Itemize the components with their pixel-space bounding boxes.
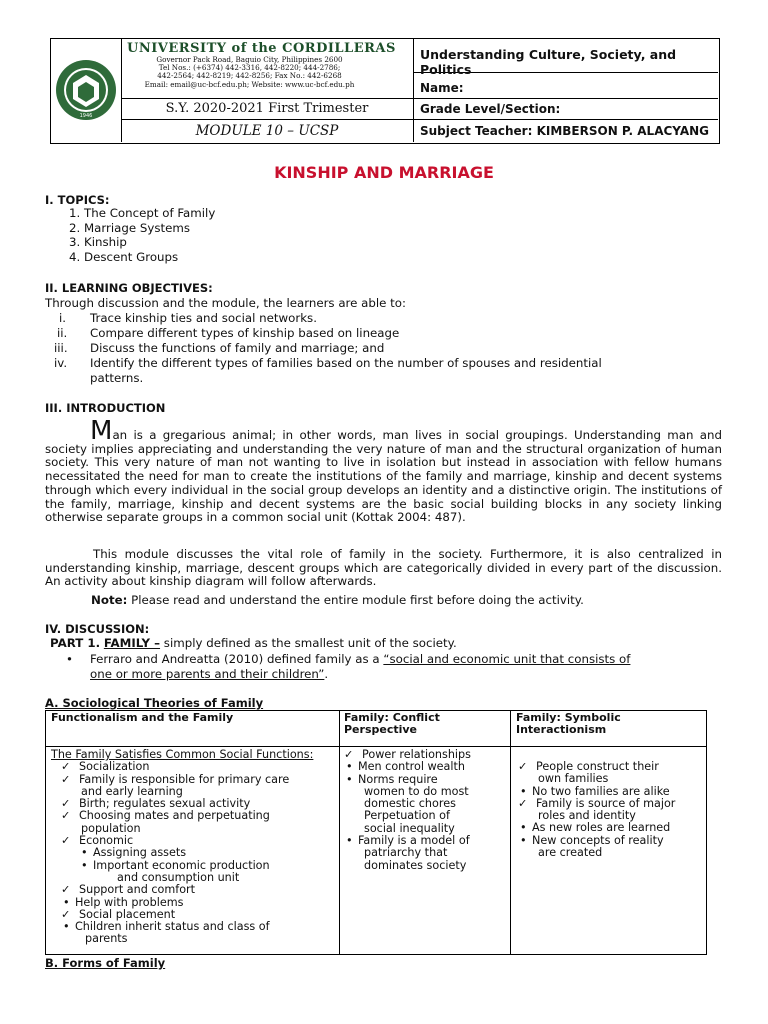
bullet-icon: • <box>346 834 353 848</box>
theories-heading: A. Sociological Theories of Family <box>45 696 264 710</box>
list-item: 2. Marriage Systems <box>69 220 191 235</box>
table-line: • Important economic production <box>81 858 270 872</box>
table-line: • Help with problems <box>63 895 184 909</box>
theories-table <box>45 710 707 955</box>
table-line: and early learning <box>81 784 183 798</box>
conflict-cell <box>344 749 504 872</box>
table-line: dominates society <box>364 858 467 872</box>
list-item: 3. Kinship <box>69 235 127 249</box>
university-block <box>121 39 414 99</box>
course-title: Understanding Culture, Society, and Politics <box>414 39 718 73</box>
table-line: ✓ Support and comfort <box>61 883 196 897</box>
check-icon: ✓ <box>518 760 528 773</box>
bullet-icon: • <box>63 895 70 909</box>
table-line: ✓ Power relationships <box>344 748 471 761</box>
bullet-icon: • <box>63 920 70 934</box>
list-item: 1. The Concept of Family <box>69 206 216 220</box>
table-line: and consumption unit <box>117 870 240 884</box>
address-line: Email: email@uc-bcf.edu.ph; Website: www.uc-bcf.edu.ph <box>144 79 355 89</box>
subject-teacher: Subject Teacher: KIMBERSON P. ALACYANG <box>420 124 710 138</box>
table-cell-intro: The Family Satisfies Common Social Functions: <box>51 748 314 761</box>
table-line: ✓ Socialization <box>61 760 150 774</box>
university-seal <box>51 39 122 142</box>
page-title: KINSHIP AND MARRIAGE <box>274 163 494 182</box>
list-item: iii. Discuss the functions of family and marriage; and <box>54 341 385 355</box>
check-icon: ✓ <box>518 796 528 810</box>
table-line: ✓ Social placement <box>61 907 176 921</box>
check-icon: ✓ <box>61 907 71 921</box>
table-line: • Children inherit status and class of <box>63 920 270 934</box>
table-line: ✓ Family is source of major <box>518 796 676 810</box>
objectives-heading: II. LEARNING OBJECTIVES: <box>45 281 213 295</box>
list-item: ii. Compare different types of kinship based on lineage <box>57 326 400 340</box>
table-header: Family: Conflict Perspective <box>344 711 440 736</box>
check-icon: ✓ <box>61 760 71 774</box>
table-line: are created <box>538 846 603 860</box>
list-item: iv. Identify the different types of families based on the number of spouses and residential <box>54 356 602 370</box>
school-year: S.Y. 2020-2021 First Trimester <box>121 99 414 120</box>
list-item: patterns. <box>90 371 144 385</box>
objectives-intro: Through discussion and the module, the learners are able to: <box>45 296 406 310</box>
table-header: Family: Symbolic Interactionism <box>516 711 621 736</box>
svg-text:1946: 1946 <box>79 113 93 119</box>
topics-heading: I. TOPICS: <box>45 193 110 207</box>
address-line: Governor Pack Road, Baguio City, Philippines 2600 <box>156 55 343 64</box>
check-icon: ✓ <box>61 797 71 811</box>
check-icon: ✓ <box>344 748 354 761</box>
forms-heading: B. Forms of Family <box>45 956 166 970</box>
table-line: ✓ Birth; regulates sexual activity <box>61 797 251 811</box>
table-line: parents <box>85 932 128 946</box>
table-line: • As new roles are learned <box>520 821 671 835</box>
header-table <box>50 38 720 144</box>
grade-level-field[interactable]: Grade Level/Section: <box>414 99 718 120</box>
table-line: own families <box>538 772 609 786</box>
bullet-icon: • <box>81 858 88 872</box>
bullet-icon: • <box>520 821 527 835</box>
symbolic-cell <box>516 761 706 859</box>
name-field[interactable]: Name: <box>414 73 718 99</box>
table-line: patriarchy that <box>364 846 448 860</box>
bullet-icon: • <box>520 833 527 847</box>
discussion-heading: IV. DISCUSSION: <box>45 622 150 636</box>
table-line: women to do most <box>364 784 469 798</box>
bullet-icon: • <box>346 772 353 786</box>
table-line: Perpetuation of <box>364 809 450 823</box>
table-line: • New concepts of reality <box>520 833 664 847</box>
table-line: • Family is a model of <box>346 834 470 848</box>
table-line: ✓ Choosing mates and perpetuating <box>61 809 270 823</box>
drop-cap: M <box>90 416 113 446</box>
family-definition: PART 1. FAMILY – simply defined as the smallest unit of the society. <box>50 636 457 650</box>
bullet-icon: • <box>346 760 353 774</box>
introduction-paragraph: Man is a gregarious animal; in other words, man lives in social groupings. Understanding man and society implies appreciating and understanding the very nature of man and the structural organization of human society. This very nature of man not wanting to live in isolation but instead in association with fellow humans necessitated the need for man to create the institutions of the family and marriage, kinship and decent systems through which every individual in the social group develops an identity and a distinctive origin. The institutions of the family, marriage, kinship and decent systems are the basic social building blocks in any society linking otherwise separate groups in a common social unit (Kottak 2004: 487). <box>45 416 722 525</box>
seal-icon <box>51 39 121 142</box>
address-line: Tel Nos.: (+6374) 442-3316, 442-8220; 444-2786; <box>158 63 341 73</box>
introduction-heading: III. INTRODUCTION <box>45 401 166 415</box>
objectives-list <box>45 311 725 386</box>
family-bullet: • Ferraro and Andreatta (2010) defined family as a “social and economic unit that consists of one or more parents and their children”. <box>66 652 631 681</box>
list-item: 4. Descent Groups <box>69 249 179 264</box>
list-item: i. Trace kinship ties and social networks. <box>59 311 317 325</box>
table-line: • Men control wealth <box>346 760 465 774</box>
check-icon: ✓ <box>61 772 71 786</box>
introduction-paragraph-2: This module discusses the vital role of family in the society. Furthermore, it is also centralized in understanding kinship, marriage, descent groups which are categorically divided in every part of the discussion. An activity about kinship diagram will follow afterwards. <box>45 547 722 589</box>
table-header: Functionalism and the Family <box>51 711 234 724</box>
table-line: ✓ People construct their <box>518 760 659 773</box>
university-name: UNIVERSITY of the CORDILLERAS <box>127 41 396 56</box>
table-line: • Norms require <box>346 772 438 786</box>
table-line: ✓ Family is responsible for primary care <box>61 772 290 786</box>
table-line: domestic chores <box>364 797 456 811</box>
functionalism-cell <box>51 749 336 946</box>
address-line: 442-2564; 442-8219; 442-8256; Fax No.: 442-6268 <box>157 71 342 81</box>
table-line: ✓ Economic <box>61 834 134 848</box>
table-line: • No two families are alike <box>520 784 670 798</box>
bullet-icon: • <box>520 784 527 798</box>
check-icon: ✓ <box>61 883 71 897</box>
table-line: • Assigning assets <box>81 846 187 860</box>
table-line: roles and identity <box>538 809 636 823</box>
note: Note: Please read and understand the entire module first before doing the activity. <box>91 593 584 607</box>
bullet-icon: • <box>81 846 88 860</box>
topics-list <box>69 206 215 264</box>
check-icon: ✓ <box>61 809 71 823</box>
check-icon: ✓ <box>61 834 71 848</box>
table-line: population <box>81 821 141 835</box>
table-line: social inequality <box>364 821 455 835</box>
module-number: MODULE 10 – UCSP <box>121 120 414 142</box>
